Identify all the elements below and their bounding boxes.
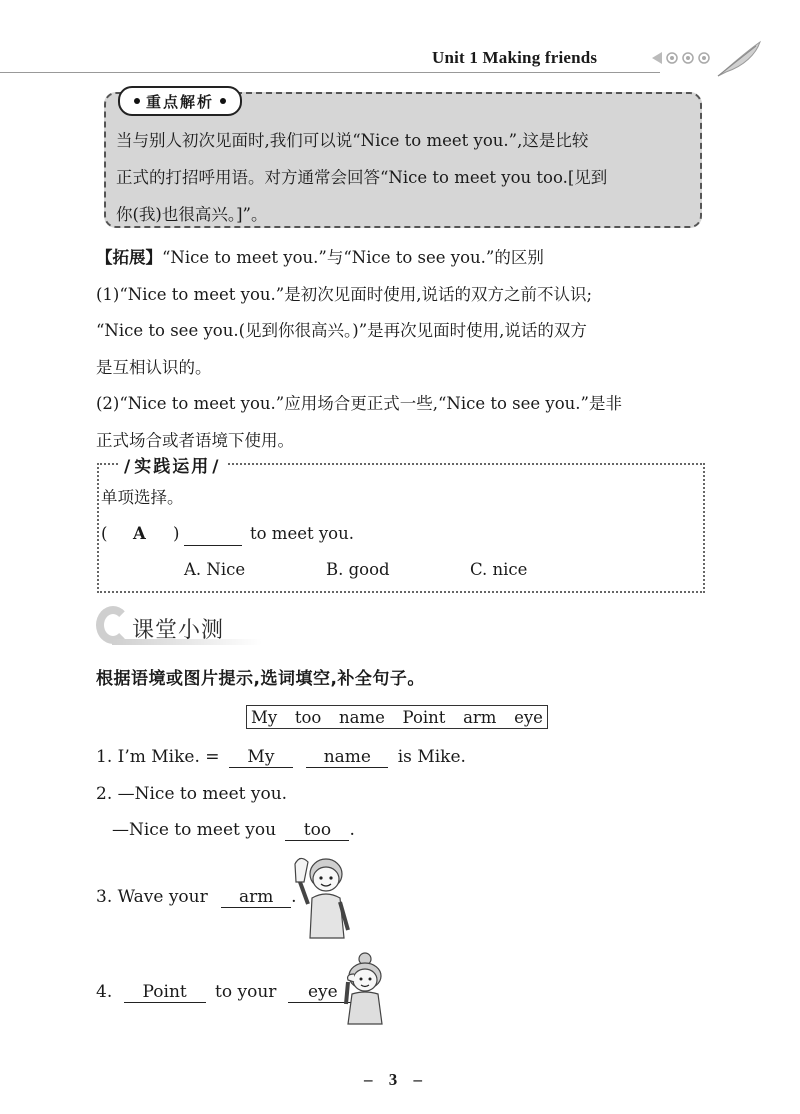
word-bank-item: too	[294, 707, 322, 727]
key-analysis-text	[116, 122, 694, 233]
extension-section	[96, 240, 708, 459]
practice-question-text: to meet you.	[250, 524, 354, 543]
q3-prefix: 3. Wave your	[96, 887, 208, 907]
extension-line: (2)“Nice to meet you.”应用场合更正式一些,“Nice to see you.”是非	[96, 394, 622, 413]
feather-deco-icon	[648, 40, 768, 80]
question-1	[96, 747, 466, 768]
word-bank-item: Point	[402, 707, 446, 727]
q1-suffix: is Mike.	[397, 747, 466, 767]
practice-instruction: 单项选择。	[101, 488, 184, 507]
extension-line: “Nice to see you.(见到你很高兴。)”是再次见面时使用,说话的双方	[96, 321, 587, 340]
page-header	[0, 40, 800, 80]
q2-suffix: .	[349, 820, 355, 840]
extension-heading-text: “Nice to meet you.”与“Nice to see you.”的区别	[162, 248, 544, 267]
q1-blank-1: My	[229, 747, 293, 768]
child-waving-illustration	[290, 852, 350, 940]
option-a: A. Nice	[184, 560, 246, 579]
q1-prefix: 1. I’m Mike. =	[96, 747, 220, 767]
quiz-title-text: 课堂小测	[132, 618, 225, 643]
q4-middle: to your	[215, 982, 277, 1002]
word-bank-item: eye	[514, 707, 543, 727]
key-analysis-label-text: 重点解析	[146, 92, 215, 111]
page-number: – 3 –	[364, 1070, 428, 1089]
word-bank-item: name	[339, 707, 385, 727]
unit-title: Unit 1 Making friends	[432, 48, 598, 67]
q2-prefix: —Nice to meet you	[112, 820, 277, 840]
dot-icon	[220, 98, 226, 104]
header-rule	[0, 72, 660, 73]
extension-tag: 【拓展】	[96, 248, 162, 267]
key-analysis-line: 正式的打招呼用语。对方通常会回答“Nice to meet you too.[见到	[116, 168, 608, 187]
open-paren: (	[101, 524, 108, 543]
extension-line: 正式场合或者语境下使用。	[96, 430, 294, 450]
key-analysis-label	[118, 86, 242, 116]
q3-suffix: .	[291, 887, 297, 907]
question-3	[96, 887, 297, 908]
key-analysis-line: 你(我)也很高兴。]”。	[116, 205, 268, 224]
word-bank	[246, 705, 548, 729]
extension-line: (1)“Nice to meet you.”是初次见面时使用,说话的双方之前不认识;	[96, 284, 592, 304]
extension-line: 是互相认识的。	[96, 357, 212, 377]
q4-blank-2: eye	[288, 982, 358, 1003]
question-4	[96, 982, 363, 1003]
q4-blank-1: Point	[124, 982, 206, 1003]
word-bank-item: My	[251, 707, 278, 727]
key-analysis-line: 当与别人初次见面时,我们可以说“Nice to meet you.”,这是比较	[116, 131, 589, 150]
practice-blank	[184, 545, 242, 546]
girl-pointing-eye-illustration	[340, 952, 390, 1026]
dot-icon	[134, 98, 140, 104]
question-2-line-2	[112, 820, 355, 841]
q2-blank: too	[285, 820, 349, 841]
practice-answer: A	[133, 524, 146, 543]
option-c: C. nice	[470, 560, 528, 579]
extension-heading	[96, 240, 708, 277]
word-bank-item: arm	[463, 707, 497, 727]
q1-blank-2: name	[306, 747, 388, 768]
close-paren: )	[173, 524, 180, 543]
option-b: B. good	[326, 560, 390, 579]
quiz-instruction: 根据语境或图片提示,选词填空,补全句子。	[96, 669, 425, 689]
q4-prefix: 4.	[96, 982, 113, 1002]
quiz-section-title	[96, 606, 266, 646]
question-2-line-1: 2. —Nice to meet you.	[96, 784, 288, 804]
q3-blank: arm	[221, 887, 291, 908]
practice-title: / 实践运用 /	[118, 452, 226, 477]
